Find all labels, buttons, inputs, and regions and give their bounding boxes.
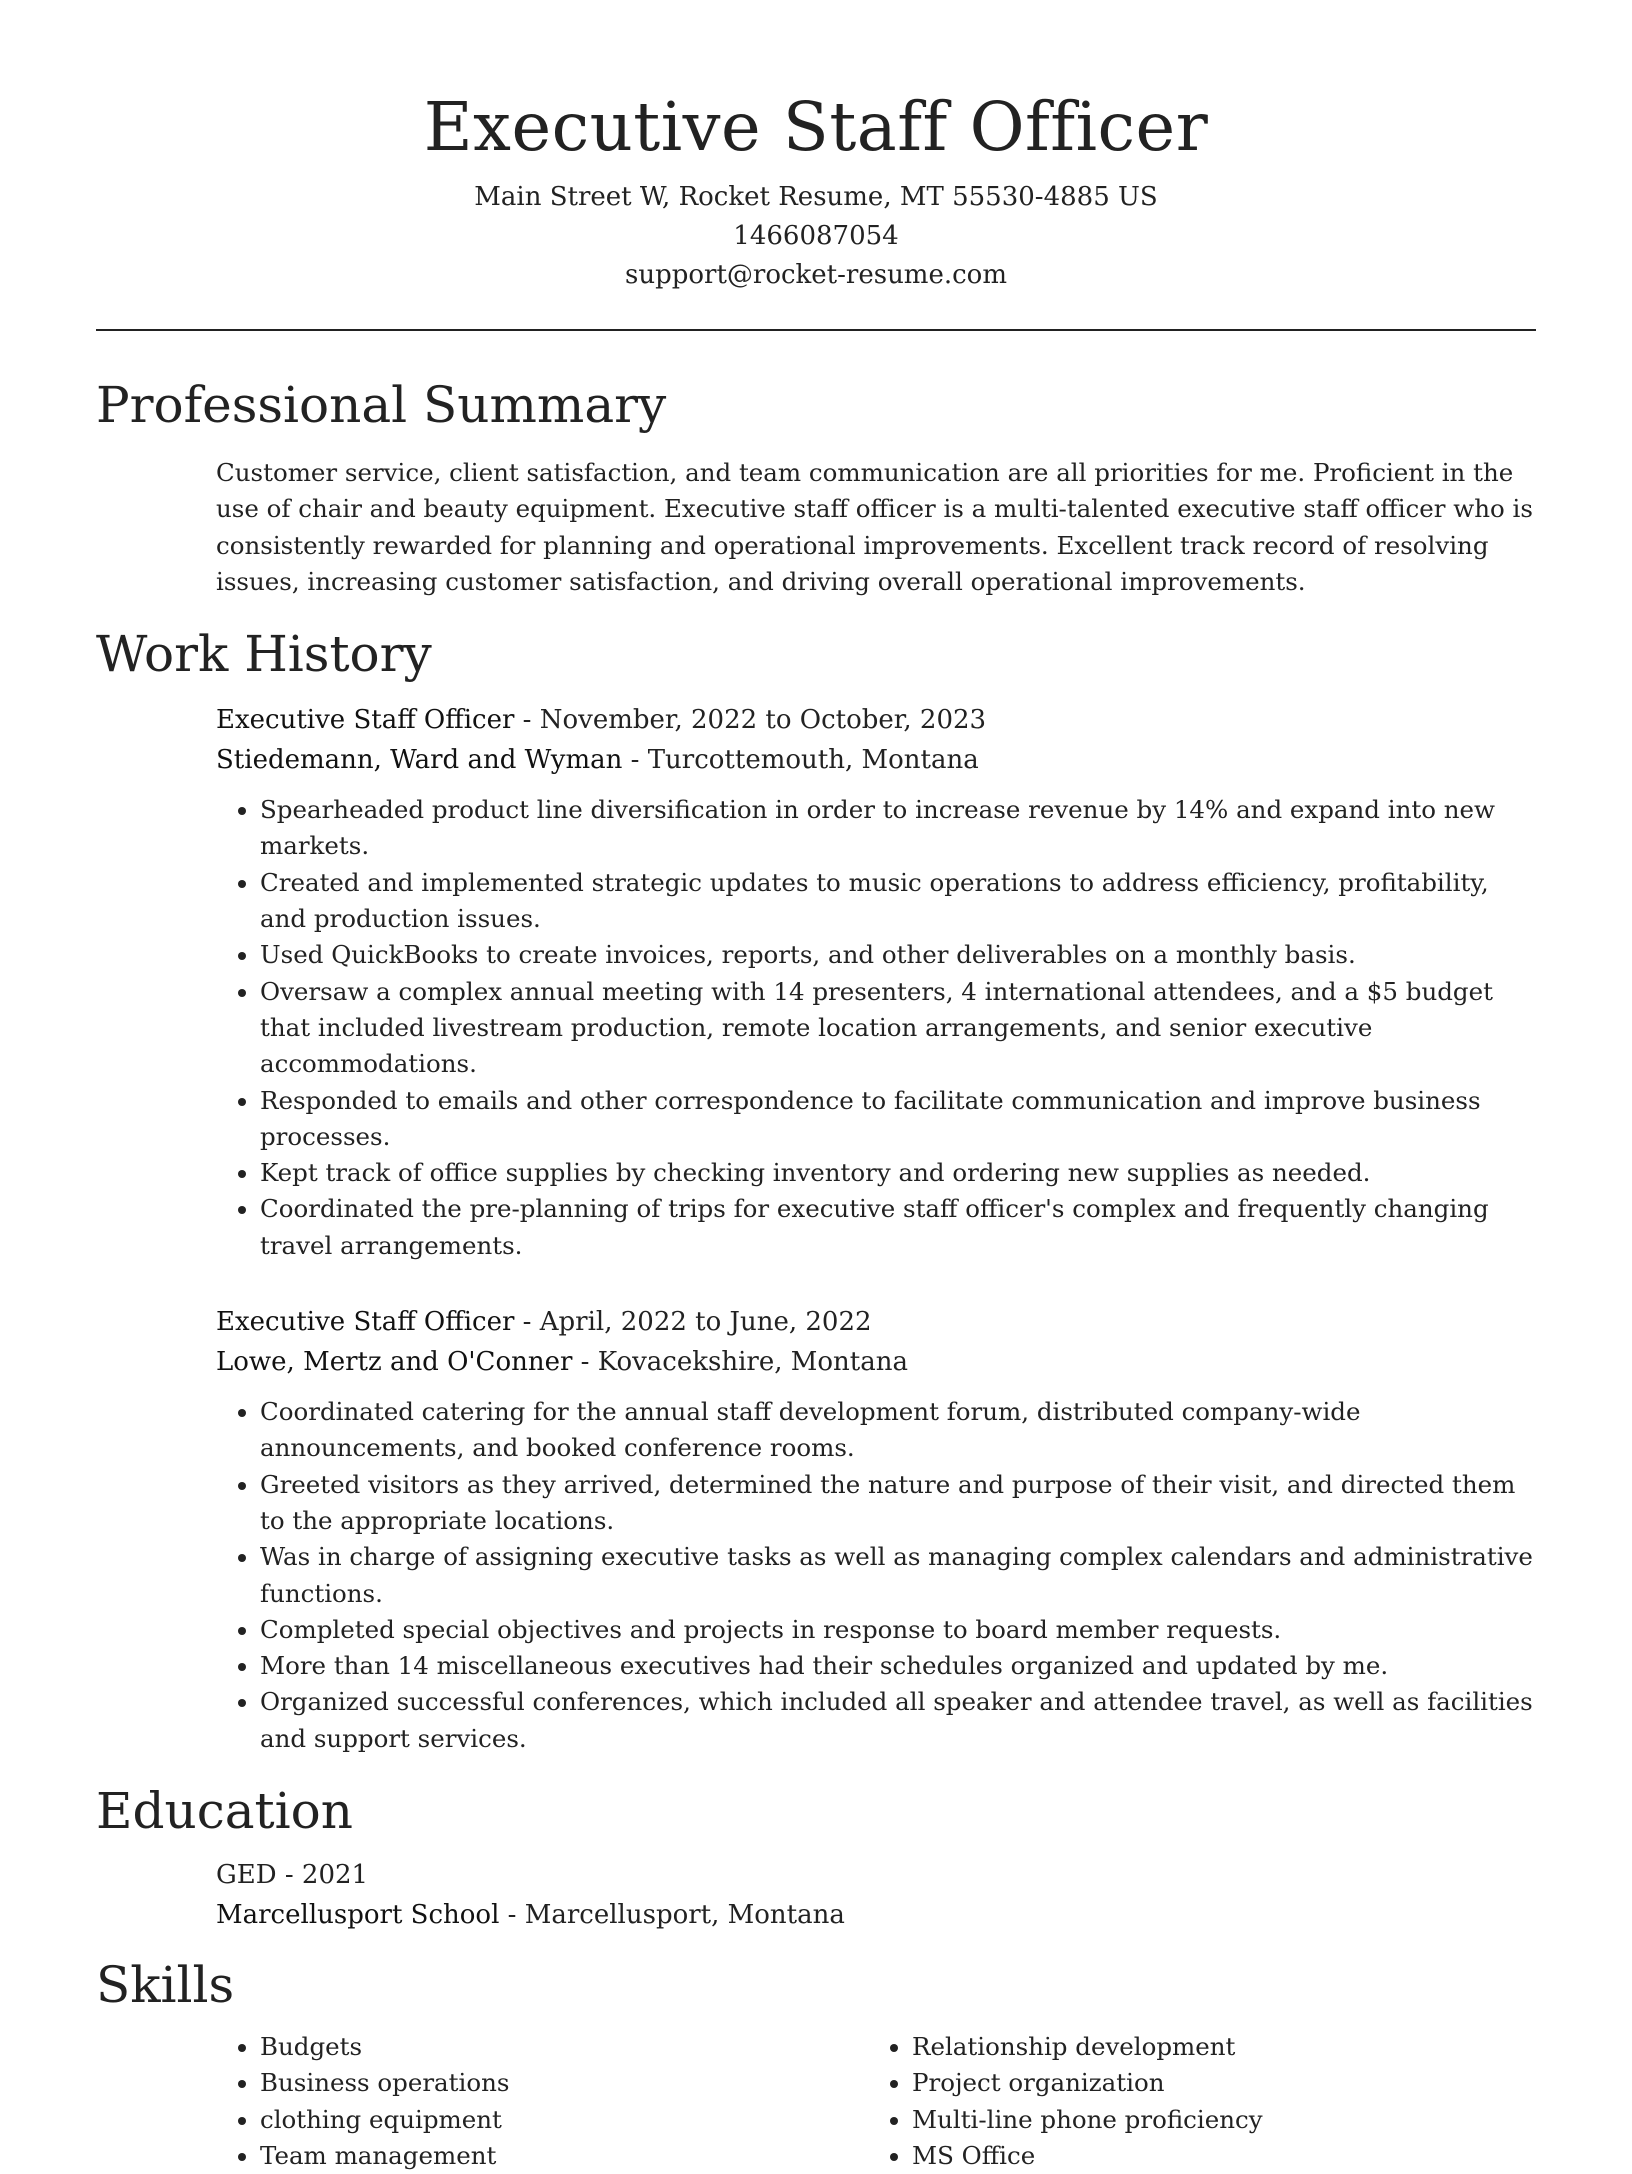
job-bullet: • Completed special objectives and projects in response to board member requests. — [260, 1612, 1536, 1648]
graduation-year: - 2021 — [276, 1860, 369, 1891]
summary-text: Customer service, client satisfaction, and team communication are all priorities for me. Proficient in the use of chair and beauty equipment. Executive staff officer is a multi-talented executive staff officer who is consistently rewarded for planning and operational improvements. Excellent track record of resolving issues, increasing customer satisfaction, and driving overall operational improvements. — [216, 458, 1533, 596]
skill-item: • MS Office — [912, 2138, 1518, 2174]
job-bullet: • Used QuickBooks to create invoices, reports, and other deliverables on a monthly basis. — [260, 937, 1536, 973]
job-dates: - November, 2022 to October, 2023 — [514, 705, 987, 736]
job-company-line — [216, 1342, 1536, 1382]
skills-list-right — [866, 2029, 1518, 2174]
skill-item: • Team management — [260, 2138, 866, 2174]
school-name: Marcellusport School — [216, 1900, 500, 1931]
job-bullet: • Created and implemented strategic updates to music operations to address efficiency, profitability, and production issues. — [260, 865, 1536, 938]
skills-section — [96, 1953, 1536, 2174]
education-entry — [216, 1855, 1536, 1935]
job-bullet: • Kept track of office supplies by checking inventory and ordering new supplies as needed. — [260, 1155, 1536, 1191]
phone: 1466087054 — [733, 221, 899, 251]
job-bullet: • Coordinated catering for the annual staff development forum, distributed company-wide announcements, and booked conference rooms. — [260, 1394, 1536, 1467]
work-history-heading: Work History — [96, 625, 432, 684]
degree-line — [216, 1855, 1536, 1895]
school-line — [216, 1895, 1536, 1935]
education-section — [96, 1779, 1536, 1935]
job-bullet: • Responded to emails and other correspondence to facilitate communication and improve business processes. — [260, 1083, 1536, 1156]
education-heading: Education — [96, 1782, 353, 1841]
email: support@rocket-resume.com — [624, 260, 1007, 290]
company-location: - Turcottemouth, Montana — [622, 745, 979, 776]
skills-list-left — [216, 2029, 866, 2174]
contact-info — [96, 178, 1536, 295]
job-title: Executive Staff Officer — [216, 705, 515, 736]
job-bullets — [216, 792, 1536, 1264]
job-bullet: • Was in charge of assigning executive tasks as well as managing complex calendars and administrative functions. — [260, 1539, 1536, 1612]
resume-header — [96, 0, 1536, 295]
job-bullet: • Greeted visitors as they arrived, determined the nature and purpose of their visit, and directed them to the appropriate locations. — [260, 1467, 1536, 1540]
candidate-name: Executive Staff Officer — [423, 88, 1209, 166]
job-title: Executive Staff Officer — [216, 1307, 515, 1338]
job-entry — [216, 1302, 1536, 1757]
skills-heading: Skills — [96, 1956, 235, 2015]
job-dates: - April, 2022 to June, 2022 — [514, 1307, 872, 1338]
skill-item: • Business operations — [260, 2065, 866, 2101]
company-location: - Kovacekshire, Montana — [572, 1347, 908, 1378]
job-title-line — [216, 700, 1536, 740]
job-bullet: • Oversaw a complex annual meeting with 14 presenters, 4 international attendees, and a $5 budget that included livestream production, remote location arrangements, and senior executive accommodations. — [260, 974, 1536, 1083]
header-divider — [96, 329, 1536, 331]
job-bullet: • More than 14 miscellaneous executives had their schedules organized and updated by me. — [260, 1648, 1536, 1684]
company-name: Stiedemann, Ward and Wyman — [216, 745, 623, 776]
skills-columns — [216, 2029, 1536, 2174]
address: Main Street W, Rocket Resume, MT 55530-4885 US — [474, 182, 1158, 212]
job-bullet: • Coordinated the pre-planning of trips for executive staff officer's complex and frequently changing travel arrangements. — [260, 1191, 1536, 1264]
skill-item: • Relationship development — [912, 2029, 1518, 2065]
summary-heading: Professional Summary — [96, 376, 667, 434]
job-bullet: • Organized successful conferences, which included all speaker and attendee travel, as well as facilities and support services. — [260, 1684, 1536, 1757]
summary-section — [96, 373, 1536, 600]
work-history-section — [96, 622, 1536, 1757]
skill-item: • Multi-line phone proficiency — [912, 2102, 1518, 2138]
job-title-line — [216, 1302, 1536, 1342]
skill-item: • Project organization — [912, 2065, 1518, 2101]
company-name: Lowe, Mertz and O'Conner — [216, 1347, 573, 1378]
job-bullet: • Spearheaded product line diversification in order to increase revenue by 14% and expand into new markets. — [260, 792, 1536, 865]
job-company-line — [216, 740, 1536, 780]
skill-item: • clothing equipment — [260, 2102, 866, 2138]
job-entry — [216, 700, 1536, 1264]
job-bullets — [216, 1394, 1536, 1757]
skill-item: • Budgets — [260, 2029, 866, 2065]
school-location: - Marcellusport, Montana — [499, 1900, 845, 1931]
degree: GED — [216, 1860, 277, 1891]
resume-page — [96, 0, 1536, 2174]
